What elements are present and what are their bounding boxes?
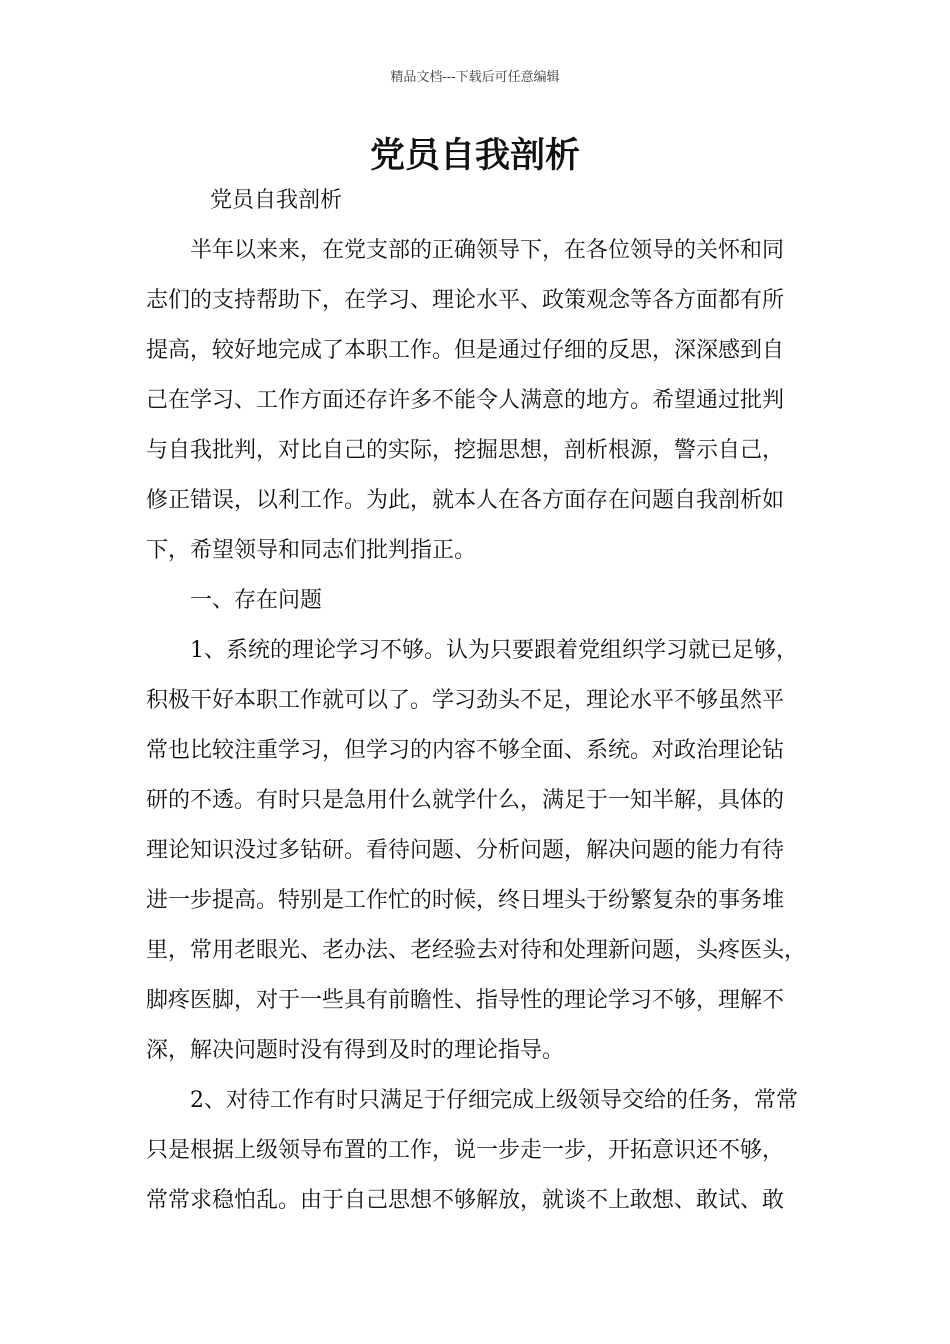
section-heading: 一、存在问题: [190, 588, 323, 613]
paragraph-line: 积极干好本职工作就可以了。学习劲头不足，理论水平不够虽然平: [146, 688, 785, 713]
paragraph-line: 1、系统的理论学习不够。认为只要跟着党组织学习就已足够，: [190, 638, 798, 663]
paragraph-line: 修正错误，以利工作。为此，就本人在各方面存在问题自我剖析如: [146, 488, 785, 513]
paragraph-line: 进一步提高。特别是工作忙的时候，终日埋头于纷繁复杂的事务堆: [146, 888, 785, 913]
paragraph-line: 己在学习、工作方面还存许多不能令人满意的地方。希望通过批判: [146, 388, 785, 413]
paragraph-line: 半年以来来，在党支部的正确领导下，在各位领导的关怀和同: [190, 238, 785, 263]
paragraph-line: 深，解决问题时没有得到及时的理论指导。: [146, 1038, 565, 1063]
paragraph-line: 常也比较注重学习，但学习的内容不够全面、系统。对政治理论钻: [146, 738, 785, 763]
paragraph-line: 理论知识没过多钻研。看待问题、分析问题，解决问题的能力有待: [146, 838, 785, 863]
subtitle-line: 党员自我剖析: [210, 188, 343, 213]
paragraph-line: 常常求稳怕乱。由于自己思想不够解放，就谈不上敢想、敢试、敢: [146, 1188, 785, 1213]
paragraph-line: 2、对待工作有时只满足于仔细完成上级领导交给的任务，常常: [190, 1088, 798, 1113]
page-title: 党员自我剖析: [369, 136, 580, 176]
paragraph-line: 只是根据上级领导布置的工作，说一步走一步，开拓意识还不够，: [146, 1138, 785, 1163]
paragraph-line: 里，常用老眼光、老办法、老经验去对待和处理新问题，头疼医头，: [146, 938, 807, 963]
paragraph-line: 下，希望领导和同志们批判指正。: [146, 538, 477, 563]
paragraph-line: 脚疼医脚，对于一些具有前瞻性、指导性的理论学习不够，理解不: [146, 988, 785, 1013]
paragraph-line: 与自我批判，对比自己的实际，挖掘思想，剖析根源，警示自己，: [146, 438, 785, 463]
header-note: 精品文档---下载后可任意编辑: [390, 70, 560, 85]
paragraph-line: 研的不透。有时只是急用什么就学什么，满足于一知半解，具体的: [146, 788, 785, 813]
paragraph-line: 志们的支持帮助下，在学习、理论水平、政策观念等各方面都有所: [146, 288, 785, 313]
paragraph-line: 提高，较好地完成了本职工作。但是通过仔细的反思，深深感到自: [146, 338, 785, 363]
